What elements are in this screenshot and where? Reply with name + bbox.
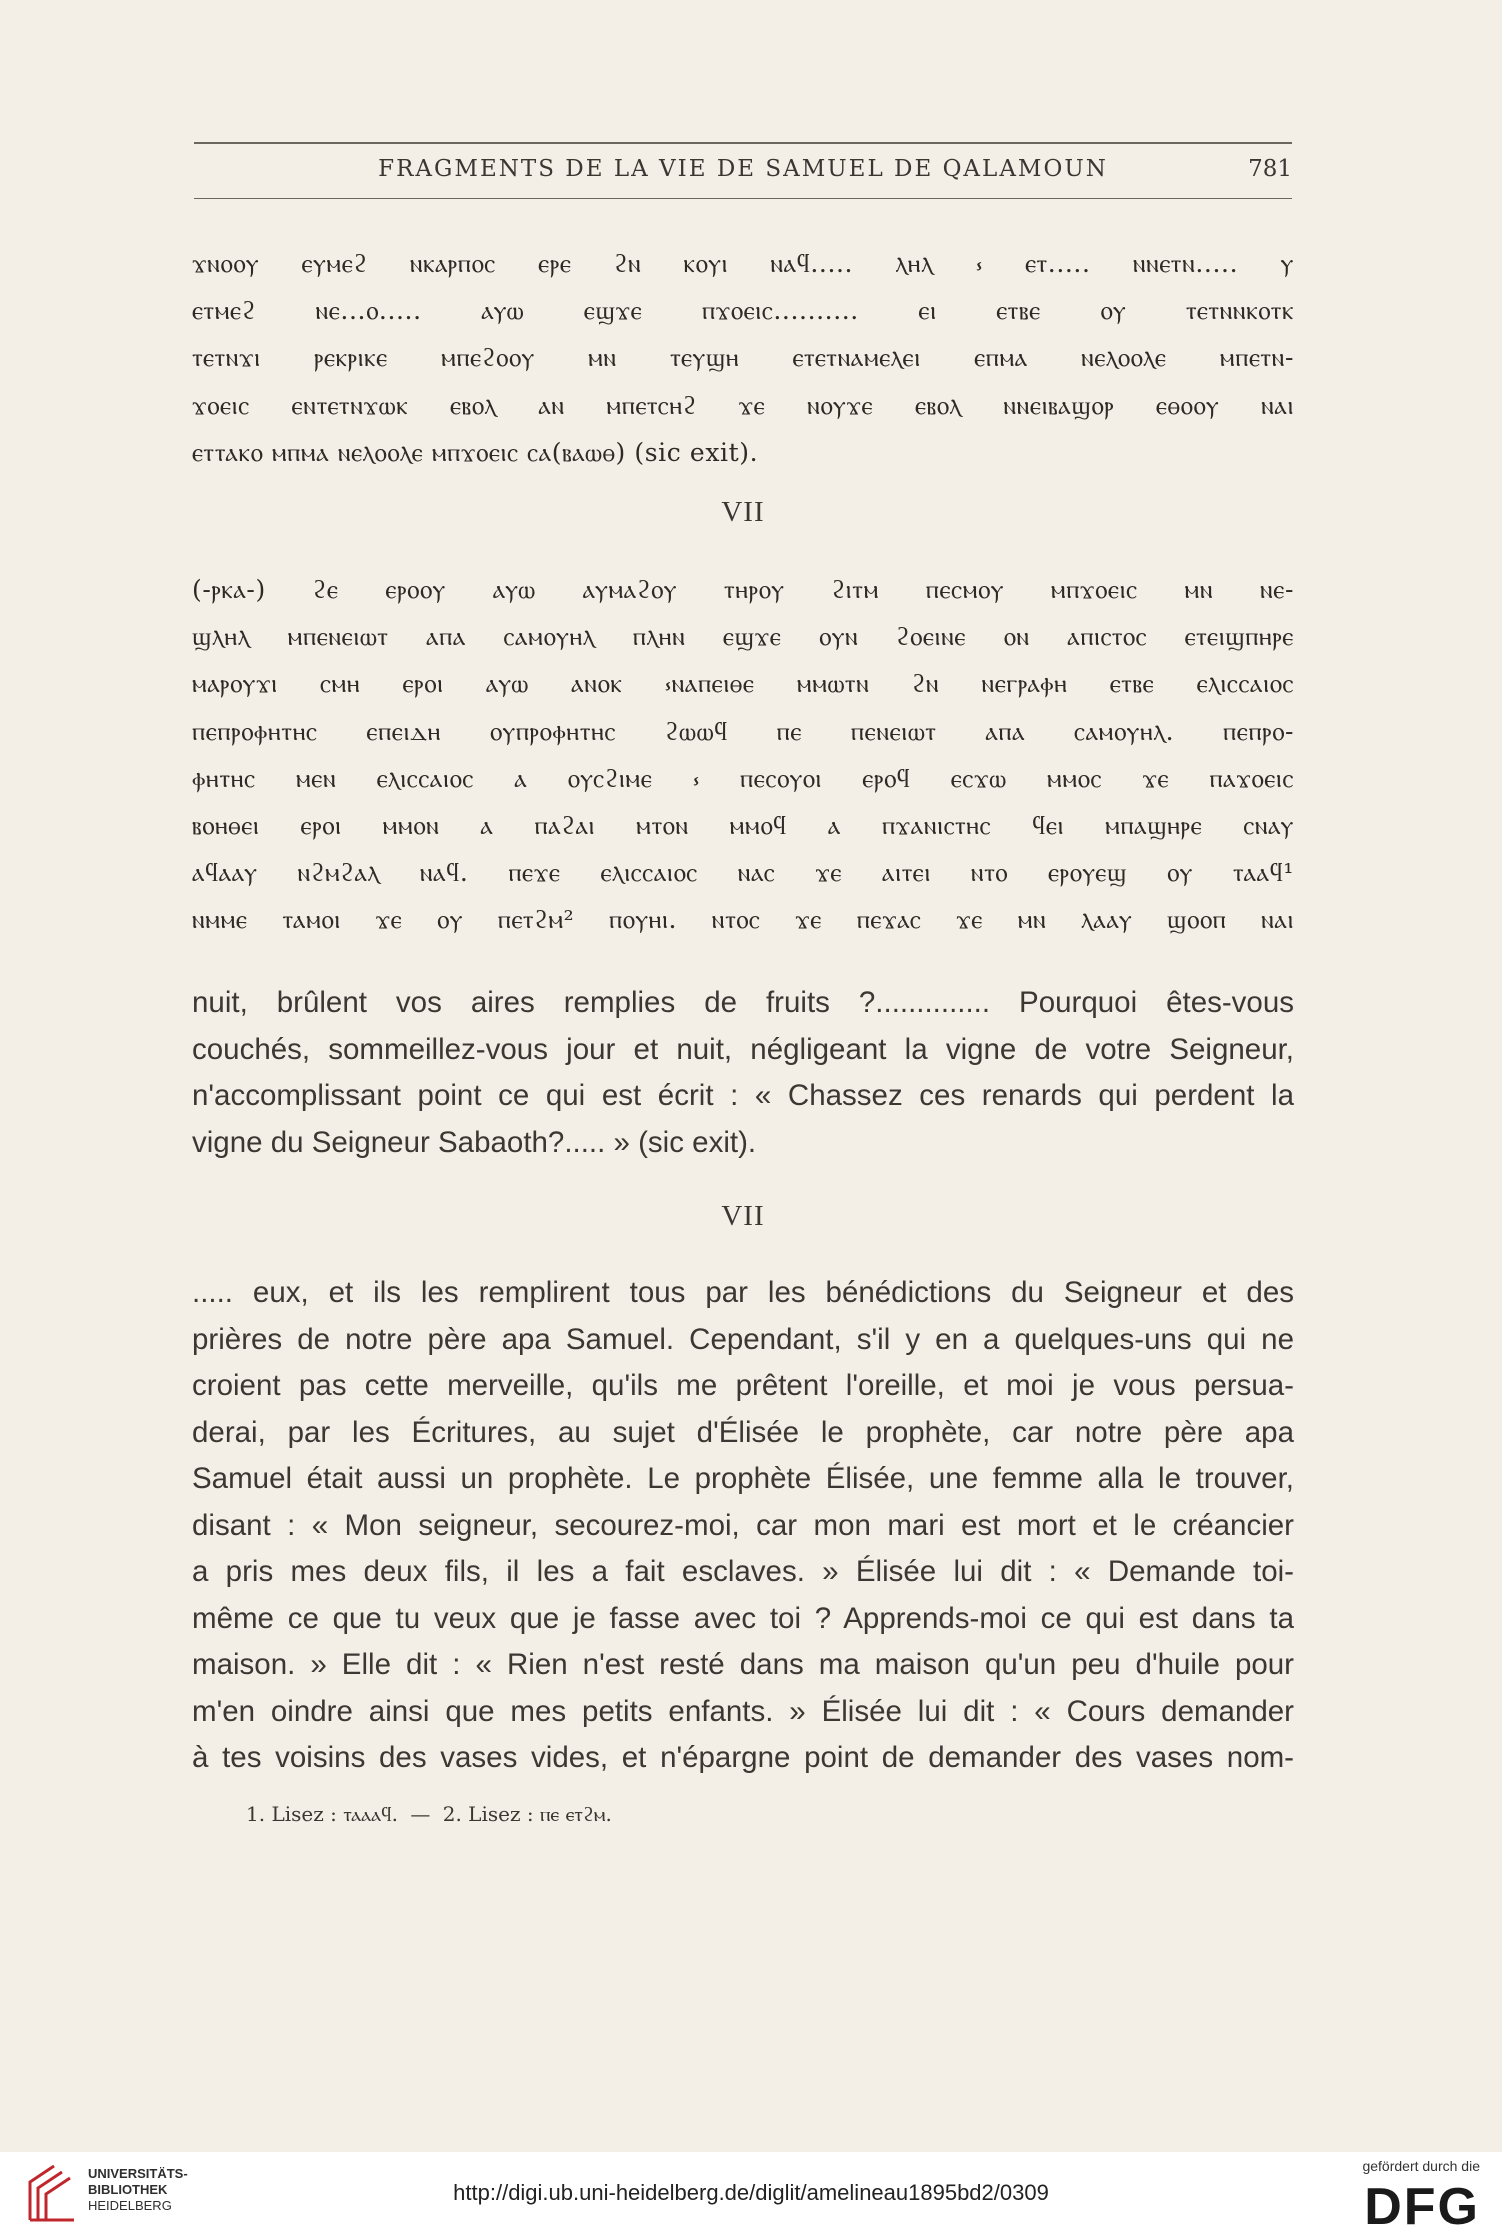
header-rule-top <box>194 142 1292 144</box>
text-line: ⲉⲧⲙⲉϩ ⲛⲉ...ⲟ..... ⲁⲩⲱ ⲉϣϫⲉ ⲡϫⲟⲉⲓⲥ.......... ⲉⲓ ⲉⲧⲃⲉ ⲟⲩ ⲧⲉⲧⲛⲛⲕⲟⲧⲕ <box>192 296 1294 326</box>
header-rule-bottom <box>194 198 1292 199</box>
text-line: maison. » Elle dit : « Rien n'est resté dans ma maison qu'un peu d'huile pour <box>192 1648 1294 1681</box>
svg-text:DFG: DFG <box>1364 2180 1480 2228</box>
section-heading-2: VII <box>721 1200 765 1232</box>
text-line: ..... eux, et ils les remplirent tous par les bénédictions du Seigneur et des <box>192 1276 1294 1309</box>
text-line: prières de notre père apa Samuel. Cependant, s'il y en a quelques-uns qui ne <box>192 1322 1294 1356</box>
text-line: ⲃⲟⲏⲑⲉⲓ ⲉⲣⲟⲓ ⲙⲙⲟⲛ ⲁ ⲡⲁϩⲁⲓ ⲙⲧⲟⲛ ⲙⲙⲟϥ ⲁ ⲡϫⲁⲛⲓⲥⲧⲏⲥ ϥⲉⲓ ⲙⲡⲁϣⲏⲣⲉ ⲥⲛⲁⲩ <box>192 811 1294 841</box>
coptic-paragraph-2 <box>192 566 1294 944</box>
text-line: (-ⲣⲕⲁ-) ϩⲉ ⲉⲣⲟⲟⲩ ⲁⲩⲱ ⲁⲩⲙⲁϩⲟⲩ ⲧⲏⲣⲟⲩ ϩⲓⲧⲙ ⲡⲉⲥⲙⲟⲩ ⲙⲡϫⲟⲉⲓⲥ ⲙⲛ ⲛⲉ- <box>192 575 1294 604</box>
text-line: derai, par les Écritures, au sujet d'Élisée le prophète, car notre père apa <box>192 1415 1294 1449</box>
dfg-logo <box>1330 2180 1480 2228</box>
text-line: ⲁϥⲁⲁⲩ ⲛϩⲙϩⲁⲗ ⲛⲁϥ. ⲡⲉϫⲉ ⲉⲗⲓⲥⲥⲁⲓⲟⲥ ⲛⲁⲥ ϫⲉ ⲁⲓⲧⲉⲓ ⲛⲧⲟ ⲉⲣⲟⲩⲉϣ ⲟⲩ ⲧⲁⲁϥ¹ <box>192 858 1294 888</box>
source-url-link[interactable]: http://digi.ub.uni-heidelberg.de/diglit/amelineau1895bd2/0309 <box>453 2180 1049 2205</box>
text-line: m'en oindre ainsi que mes petits enfants. » Élisée lui dit : « Cours demander <box>192 1694 1294 1728</box>
french-paragraph-2 <box>192 1270 1294 1782</box>
text-line: ϣⲗⲏⲗ ⲙⲡⲉⲛⲉⲓⲱⲧ ⲁⲡⲁ ⲥⲁⲙⲟⲩⲏⲗ ⲡⲗⲏⲛ ⲉϣϫⲉ ⲟⲩⲛ ϩⲟⲉⲓⲛⲉ ⲟⲛ ⲁⲡⲓⲥⲧⲟⲥ ⲉⲧⲉⲓϣⲡⲏⲣⲉ <box>192 622 1294 652</box>
footnotes <box>246 1802 618 1827</box>
footnote-1: 1. Lisez : ⲧⲁⲁⲁϥ. <box>246 1802 399 1826</box>
text-line: disant : « Mon seigneur, secourez-moi, car mon mari est mort et le créancier <box>192 1508 1294 1542</box>
text-line: ⲡⲉⲡⲣⲟⲫⲏⲧⲏⲥ ⲉⲡⲉⲓⲇⲏ ⲟⲩⲡⲣⲟⲫⲏⲧⲏⲥ ϩⲱⲱϥ ⲡⲉ ⲡⲉⲛⲉⲓⲱⲧ ⲁⲡⲁ ⲥⲁⲙⲟⲩⲏⲗ. ⲡⲉⲡⲣⲟ- <box>192 716 1294 746</box>
page-number: 781 <box>1248 156 1292 182</box>
text-line: n'accomplissant point ce qui est écrit : « Chassez ces renards qui perdent la <box>192 1079 1294 1112</box>
funded-by-text: gefördert durch die <box>1362 2158 1480 2174</box>
running-head: FRAGMENTS DE LA VIE DE SAMUEL DE QALAMOUN <box>378 156 1108 182</box>
text-line: ⲛⲙⲙⲉ ⲧⲁⲙⲟⲓ ϫⲉ ⲟⲩ ⲡⲉⲧϩⲙ² ⲡⲟⲩⲏⲓ. ⲛⲧⲟⲥ ϫⲉ ⲡⲉϫⲁⲥ ϫⲉ ⲙⲛ ⲗⲁⲁⲩ ϣⲟⲟⲡ ⲛⲁⲓ <box>192 905 1294 935</box>
text-line: croient pas cette merveille, qu'ils me prêtent l'oreille, et moi je vous persua- <box>192 1369 1294 1402</box>
text-line: couchés, sommeillez-vous jour et nuit, négligeant la vigne de votre Seigneur, <box>192 1032 1294 1066</box>
text-line: vigne du Seigneur Sabaoth?..... » (sic exit). <box>192 1125 757 1159</box>
text-line: Samuel était aussi un prophète. Le prophète Élisée, une femme alla le trouver, <box>192 1462 1294 1495</box>
text-line: ⲙⲁⲣⲟⲩϫⲓ ⲥⲙⲏ ⲉⲣⲟⲓ ⲁⲩⲱ ⲁⲛⲟⲕ ⳽ⲛⲁⲡⲉⲓⲑⲉ ⲙⲙⲱⲧⲛ ϩⲛ ⲛⲉⲅⲣⲁⲫⲏ ⲉⲧⲃⲉ ⲉⲗⲓⲥⲥⲁⲓⲟⲥ <box>192 669 1294 699</box>
text-line: a pris mes deux fils, il les a fait esclaves. » Élisée lui dit : « Demande toi- <box>192 1555 1294 1588</box>
footnote-separator: — <box>410 1802 431 1826</box>
text-line: ⲫⲏⲧⲏⲥ ⲙⲉⲛ ⲉⲗⲓⲥⲥⲁⲓⲟⲥ ⲁ ⲟⲩⲥϩⲓⲙⲉ ⳽ ⲡⲉⲥⲟⲩⲟⲓ ⲉⲣⲟϥ ⲉⲥϫⲱ ⲙⲙⲟⲥ ϫⲉ ⲡⲁϫⲟⲉⲓⲥ <box>192 763 1294 793</box>
text-line: ϫⲛⲟⲟⲩ ⲉⲩⲙⲉϩ ⲛⲕⲁⲣⲡⲟⲥ ⲉⲣⲉ ϩⲛ ⲕⲟⲩⲓ ⲛⲁϥ..... ⲗⲏⲗ ⳽ ⲉⲧ..... ⲛⲛⲉⲧⲛ..... ⲩ <box>192 249 1294 278</box>
text-line: nuit, brûlent vos aires remplies de fruits ?.............. Pourquoi êtes-vous <box>192 986 1294 1019</box>
text-line: même ce que tu veux que je fasse avec toi ? Apprends-moi ce qui est dans ta <box>192 1601 1294 1635</box>
text-line: à tes voisins des vases vides, et n'épargne point de demander des vases nom- <box>192 1741 1294 1774</box>
french-paragraph-1 <box>192 980 1294 1166</box>
text-line: ⲧⲉⲧⲛϫⲓ ⲣⲉⲕⲣⲓⲕⲉ ⲙⲡⲉϩⲟⲟⲩ ⲙⲛ ⲧⲉⲩϣⲏ ⲉⲧⲉⲧⲛⲁⲙⲉⲗⲉⲓ ⲉⲡⲙⲁ ⲛⲉⲗⲟⲟⲗⲉ ⲙⲡⲉⲧⲛ- <box>192 343 1294 373</box>
section-heading-1: VII <box>721 496 765 528</box>
text-line: ⲉⲧⲧⲁⲕⲟ ⲙⲡⲙⲁ ⲛⲉⲗⲟⲟⲗⲉ ⲙⲡϫⲟⲉⲓⲥ ⲥⲁ(ⲃⲁⲱⲑ) (sic exit). <box>192 437 759 467</box>
text-line: ϫⲟⲉⲓⲥ ⲉⲛⲧⲉⲧⲛϫⲱⲕ ⲉⲃⲟⲗ ⲁⲛ ⲙⲡⲉⲧⲥⲏϩ ϫⲉ ⲛⲟⲩϫⲉ ⲉⲃⲟⲗ ⲛⲛⲉⲓⲃⲁϣⲟⲣ ⲉⲑⲟⲟⲩ ⲛⲁⲓ <box>192 390 1294 420</box>
coptic-paragraph-1 <box>192 240 1294 476</box>
footnote-2: 2. Lisez : ⲡⲉ ⲉⲧϩⲙ. <box>442 1802 612 1826</box>
library-name: UNIVERSITÄTS- BIBLIOTHEK HEIDELBERG <box>88 2166 188 2213</box>
